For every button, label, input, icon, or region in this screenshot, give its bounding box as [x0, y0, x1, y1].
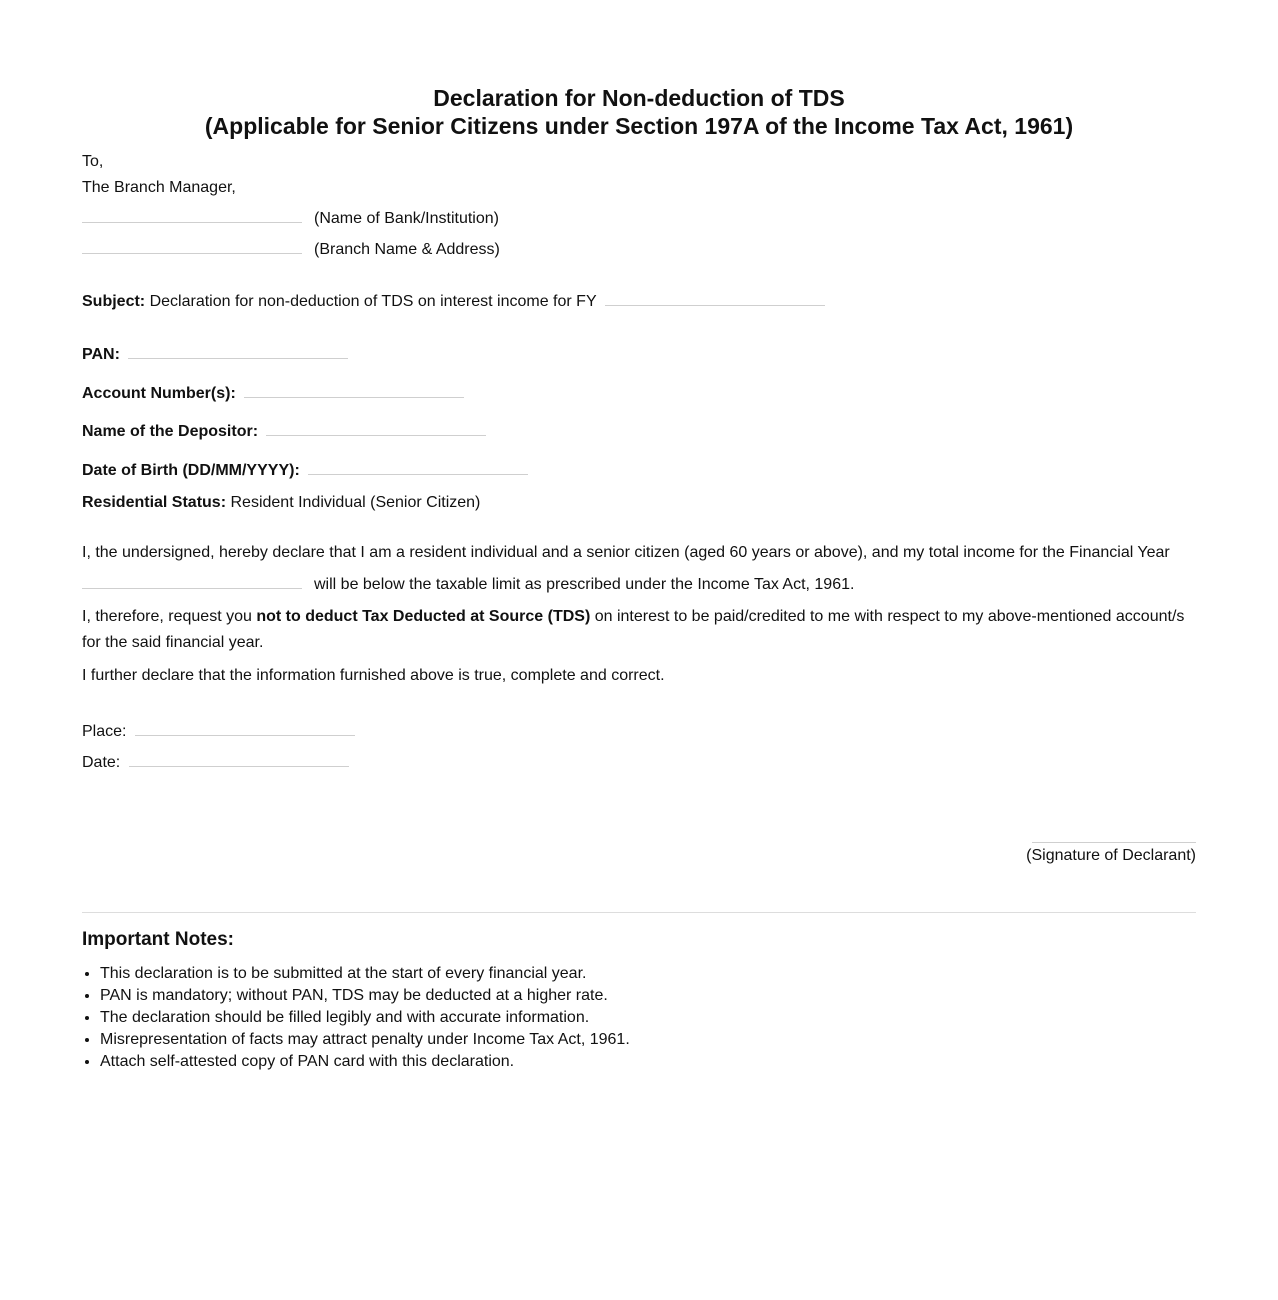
- addressee-manager: The Branch Manager,: [82, 179, 236, 196]
- signature-label: (Signature of Declarant): [1026, 847, 1196, 864]
- declaration-para3: I further declare that the information furnished above is true, complete and correct.: [82, 667, 665, 684]
- place-row: [82, 721, 355, 742]
- subject-text: Declaration for non-deduction of TDS on interest income for FY: [149, 293, 597, 310]
- subject-label: Subject:: [82, 293, 146, 310]
- residential-label: Residential Status:: [82, 494, 227, 511]
- para2-bold: not to deduct Tax Deducted at Source (TDS): [256, 608, 591, 625]
- pan-field[interactable]: [128, 344, 348, 359]
- depositor-row: [82, 421, 486, 442]
- para2-post: on interest to be paid/credited to me with respect to my above-mentioned account/s for the said financial year.: [82, 608, 1185, 651]
- para2-pre: I, therefore, request you: [82, 608, 257, 625]
- bank-name-label: (Name of Bank/Institution): [314, 210, 499, 227]
- depositor-field[interactable]: [266, 421, 486, 436]
- fy-field[interactable]: [605, 291, 825, 306]
- form-subtitle: (Applicable for Senior Citizens under Section 197A of the Income Tax Act, 1961): [204, 113, 1074, 139]
- residential-row: [82, 493, 480, 513]
- account-row: [82, 383, 464, 404]
- place-field[interactable]: [135, 721, 355, 736]
- note-item: • The declaration should be filled legibly and with accurate information.: [100, 1007, 630, 1029]
- note-item: • Misrepresentation of facts may attract penalty under Income Tax Act, 1961.: [100, 1029, 630, 1051]
- dob-row: [82, 460, 528, 481]
- dob-field[interactable]: [308, 460, 528, 475]
- declaration-para1-cont-row: [82, 574, 854, 595]
- subject-row: [82, 291, 825, 312]
- account-label: Account Number(s):: [82, 385, 236, 402]
- declaration-para2: [82, 604, 1196, 656]
- bank-name-field[interactable]: [82, 208, 302, 223]
- form-title: Declaration for Non-deduction of TDS: [433, 85, 845, 111]
- pan-row: [82, 344, 348, 365]
- notes-list: [82, 963, 630, 1073]
- signature-line[interactable]: [1032, 842, 1196, 843]
- financial-year-field[interactable]: [82, 574, 302, 589]
- signature-block: [1026, 842, 1196, 866]
- depositor-label: Name of the Depositor:: [82, 423, 259, 440]
- declaration-para1-cont: will be below the taxable limit as prescribed under the Income Tax Act, 1961.: [314, 576, 855, 593]
- dob-label: Date of Birth (DD/MM/YYYY):: [82, 462, 300, 479]
- note-item: • Attach self-attested copy of PAN card with this declaration.: [100, 1051, 630, 1073]
- residential-value: Resident Individual (Senior Citizen): [230, 494, 481, 511]
- date-field[interactable]: [129, 752, 349, 767]
- place-label: Place:: [82, 723, 127, 740]
- branch-address-field[interactable]: [82, 239, 302, 254]
- declaration-para1: I, the undersigned, hereby declare that I am a resident individual and a senior citizen (aged 60 years or above), and my total income for the Financial Year: [82, 544, 1170, 561]
- branch-address-label: (Branch Name & Address): [314, 241, 500, 258]
- note-item: • This declaration is to be submitted at the start of every financial year.: [100, 963, 630, 985]
- addressee-to: To,: [82, 153, 104, 170]
- date-row: [82, 752, 349, 773]
- notes-divider: [82, 912, 1196, 913]
- note-item: • PAN is mandatory; without PAN, TDS may be deducted at a higher rate.: [100, 985, 630, 1007]
- branch-row: [82, 239, 500, 260]
- notes-heading: Important Notes:: [82, 929, 234, 950]
- date-label: Date:: [82, 754, 121, 771]
- bank-name-row: [82, 208, 499, 229]
- account-field[interactable]: [244, 383, 464, 398]
- pan-label: PAN:: [82, 346, 120, 363]
